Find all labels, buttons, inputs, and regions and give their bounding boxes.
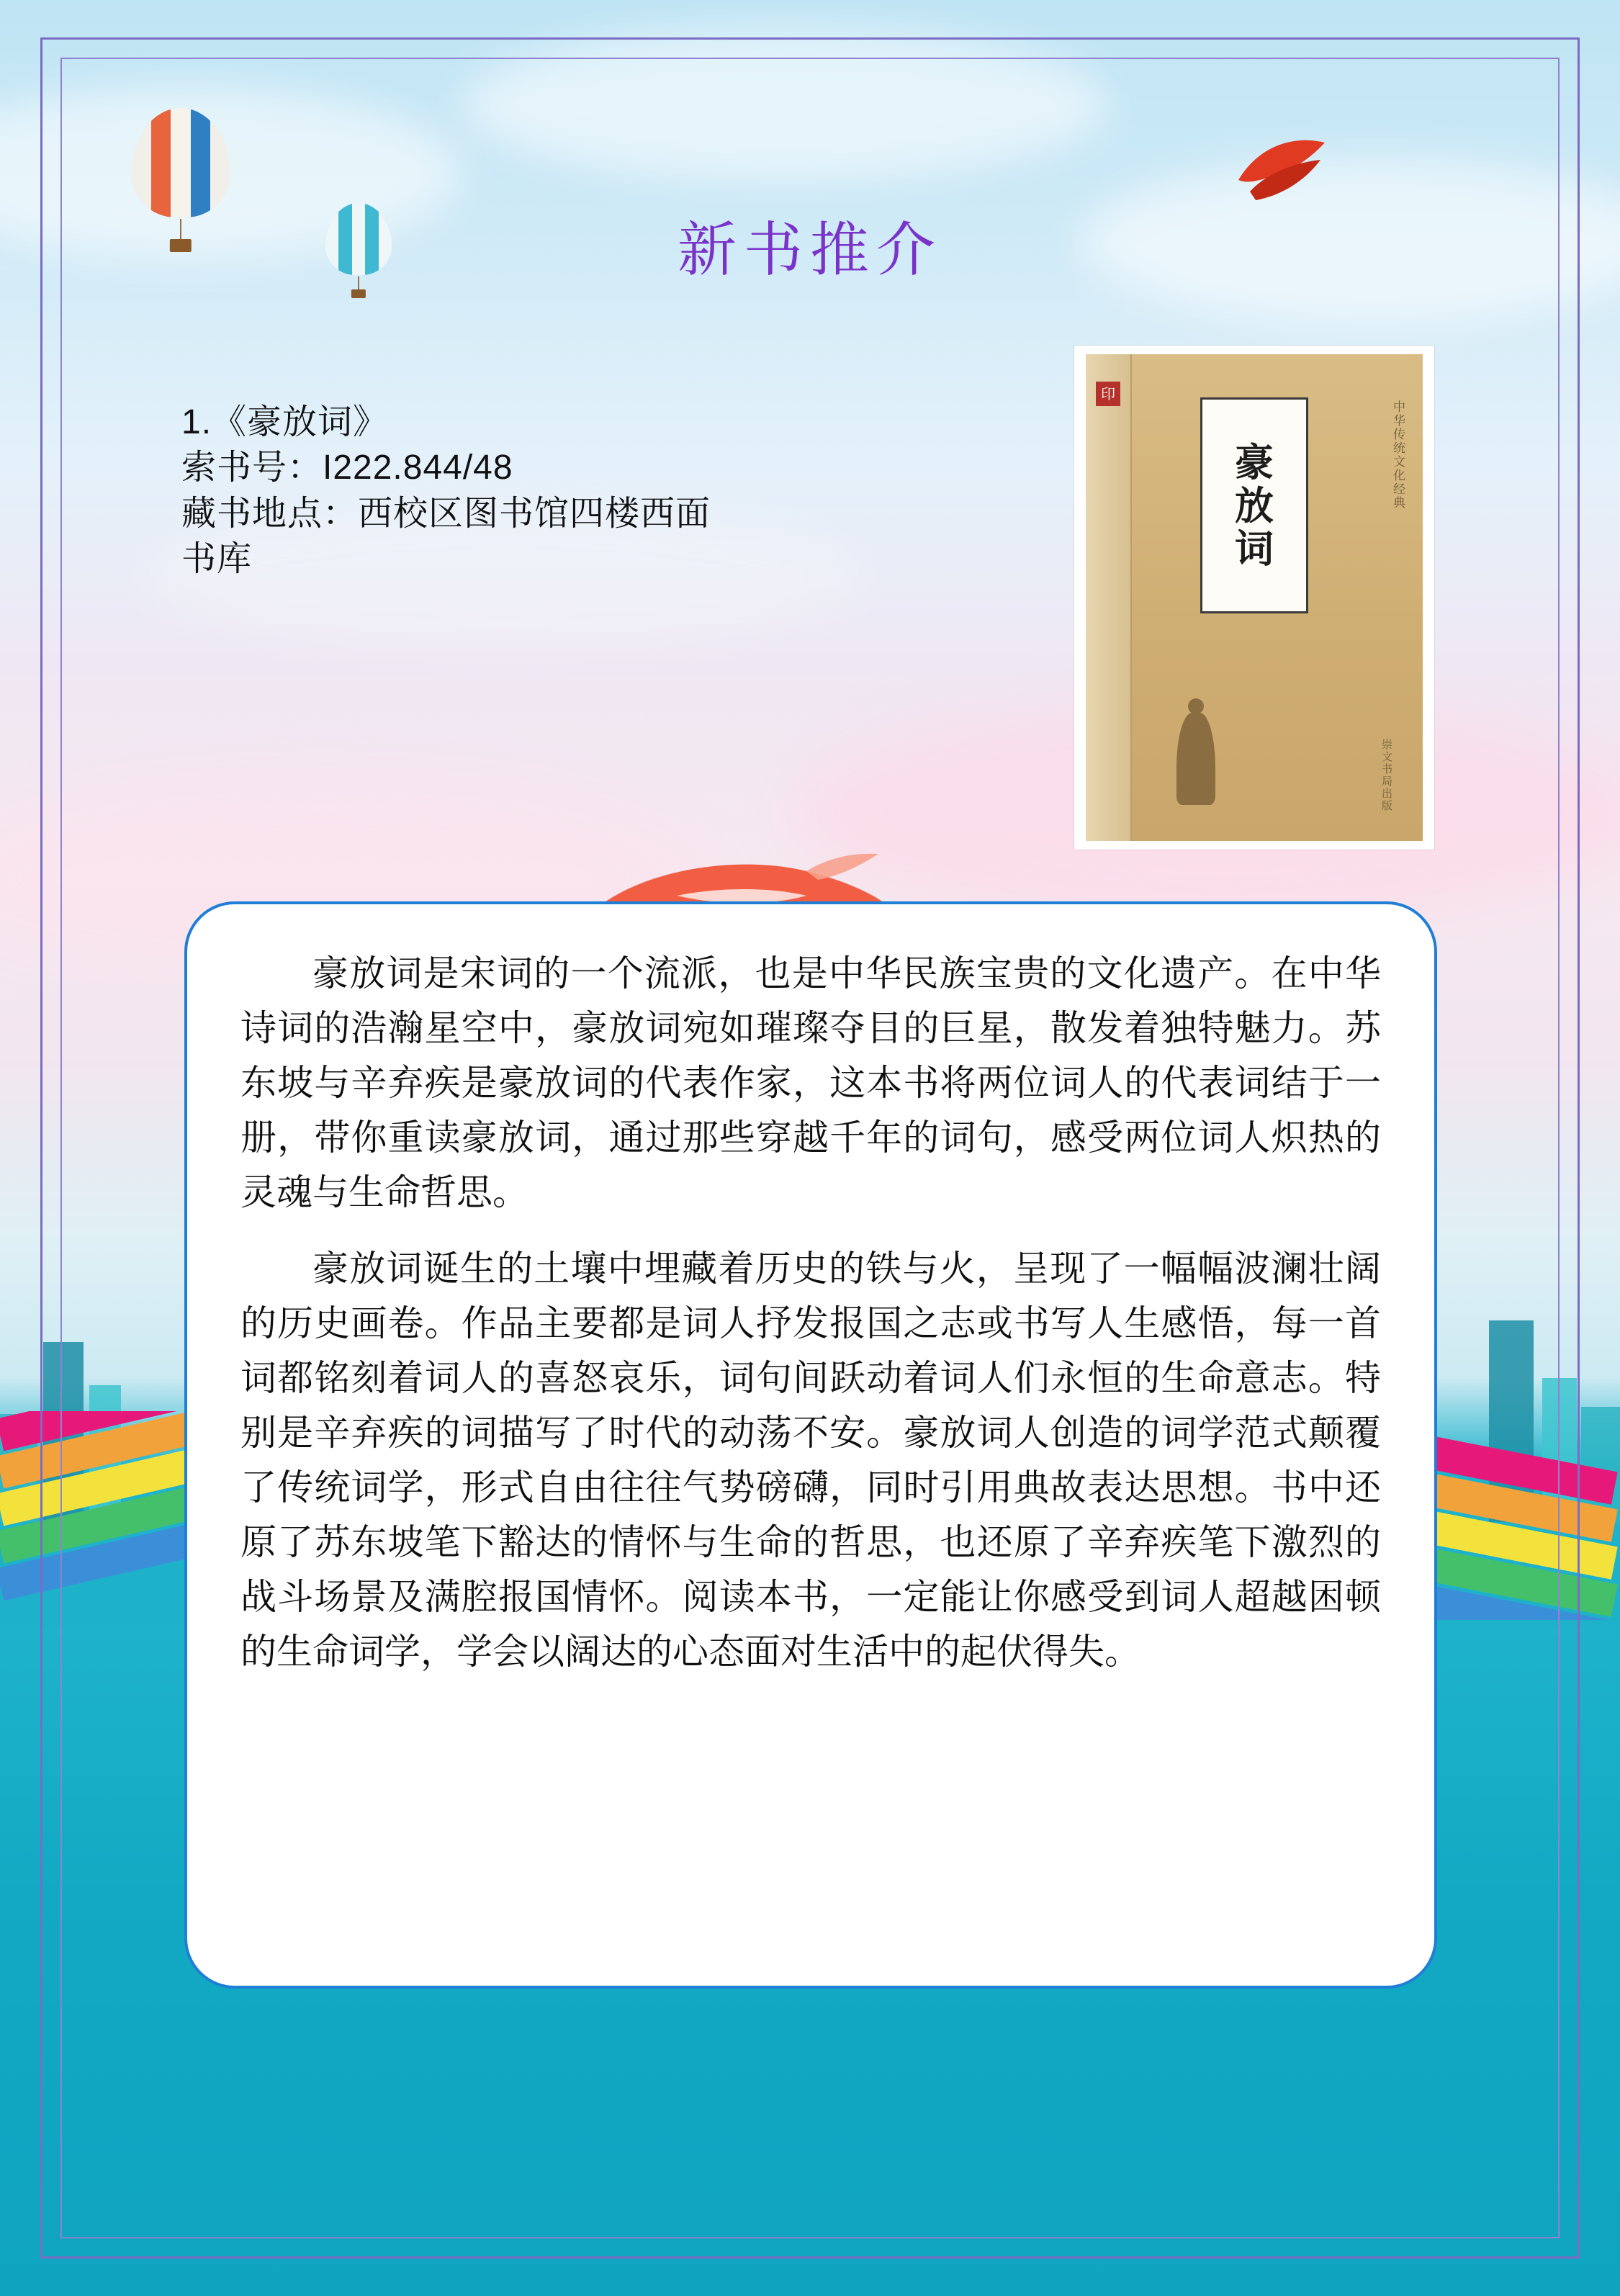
description-paragraph-2: 豪放词诞生的土壤中埋藏着历史的铁与火，呈现了一幅幅波澜壮阔的历史画卷。作品主要都是词人抒发报国之志或书写人生感悟，每一首词都铭刻着词人的喜怒哀乐，词句间跃动着词人们永恒的生命意志。特别是辛弃疾的词描写了时代的动荡不安。豪放词人创造的词学范式颠覆了传统词学，形式自由往往气势磅礴，同时引用典故表达思想。书中还原了苏东坡笔下豁达的情怀与生命的哲思，也还原了辛弃疾笔下激烈的战斗场景及满腔报国情怀。阅读本书，一定能让你感受到词人超越困顿的生命词学，学会以阔达的心态面对生活中的起伏得失。 (240, 1248, 1381, 1673)
book-location-line-2: 书库 (181, 540, 253, 579)
page-title: 新书推介 (677, 216, 942, 284)
cover-title-char-3: 词 (1235, 526, 1274, 572)
cover-title-char-1: 豪 (1235, 439, 1274, 485)
description-paragraph-1: 豪放词是宋词的一个流派，也是中华民族宝贵的文化遗产。在中华诗词的浩瀚星空中，豪放词宛如璀璨夺目的巨星，散发着独特魅力。苏东坡与辛弃疾是豪放词的代表作家，这本书将两位词人的代表词结于一册，带你重读豪放词，通过那些穿越千年的词句，感受两位词人炽热的灵魂与生命哲思。 (240, 953, 1381, 1213)
book-description-card (184, 901, 1437, 1989)
book-cover-spine (1086, 354, 1132, 841)
seal-icon: 印 (1096, 382, 1120, 406)
book-info-block (181, 400, 988, 582)
book-index-title: 1.《豪放词》 (181, 403, 389, 441)
cover-title-char-2: 放 (1235, 482, 1274, 528)
book-cover-title-label (1200, 397, 1308, 613)
book-call-number: 索书号：I222.844/48 (181, 449, 513, 487)
cover-figure-illustration (1171, 698, 1221, 806)
book-location-line-1: 藏书地点：西校区图书馆四楼西面 (181, 494, 711, 533)
book-cover-image (1074, 346, 1434, 850)
cover-series-text: 中华传统文化经典 (1391, 400, 1405, 510)
cover-publisher-text: 崇文书局出版 (1380, 739, 1392, 812)
book-cover-front (1086, 354, 1423, 841)
